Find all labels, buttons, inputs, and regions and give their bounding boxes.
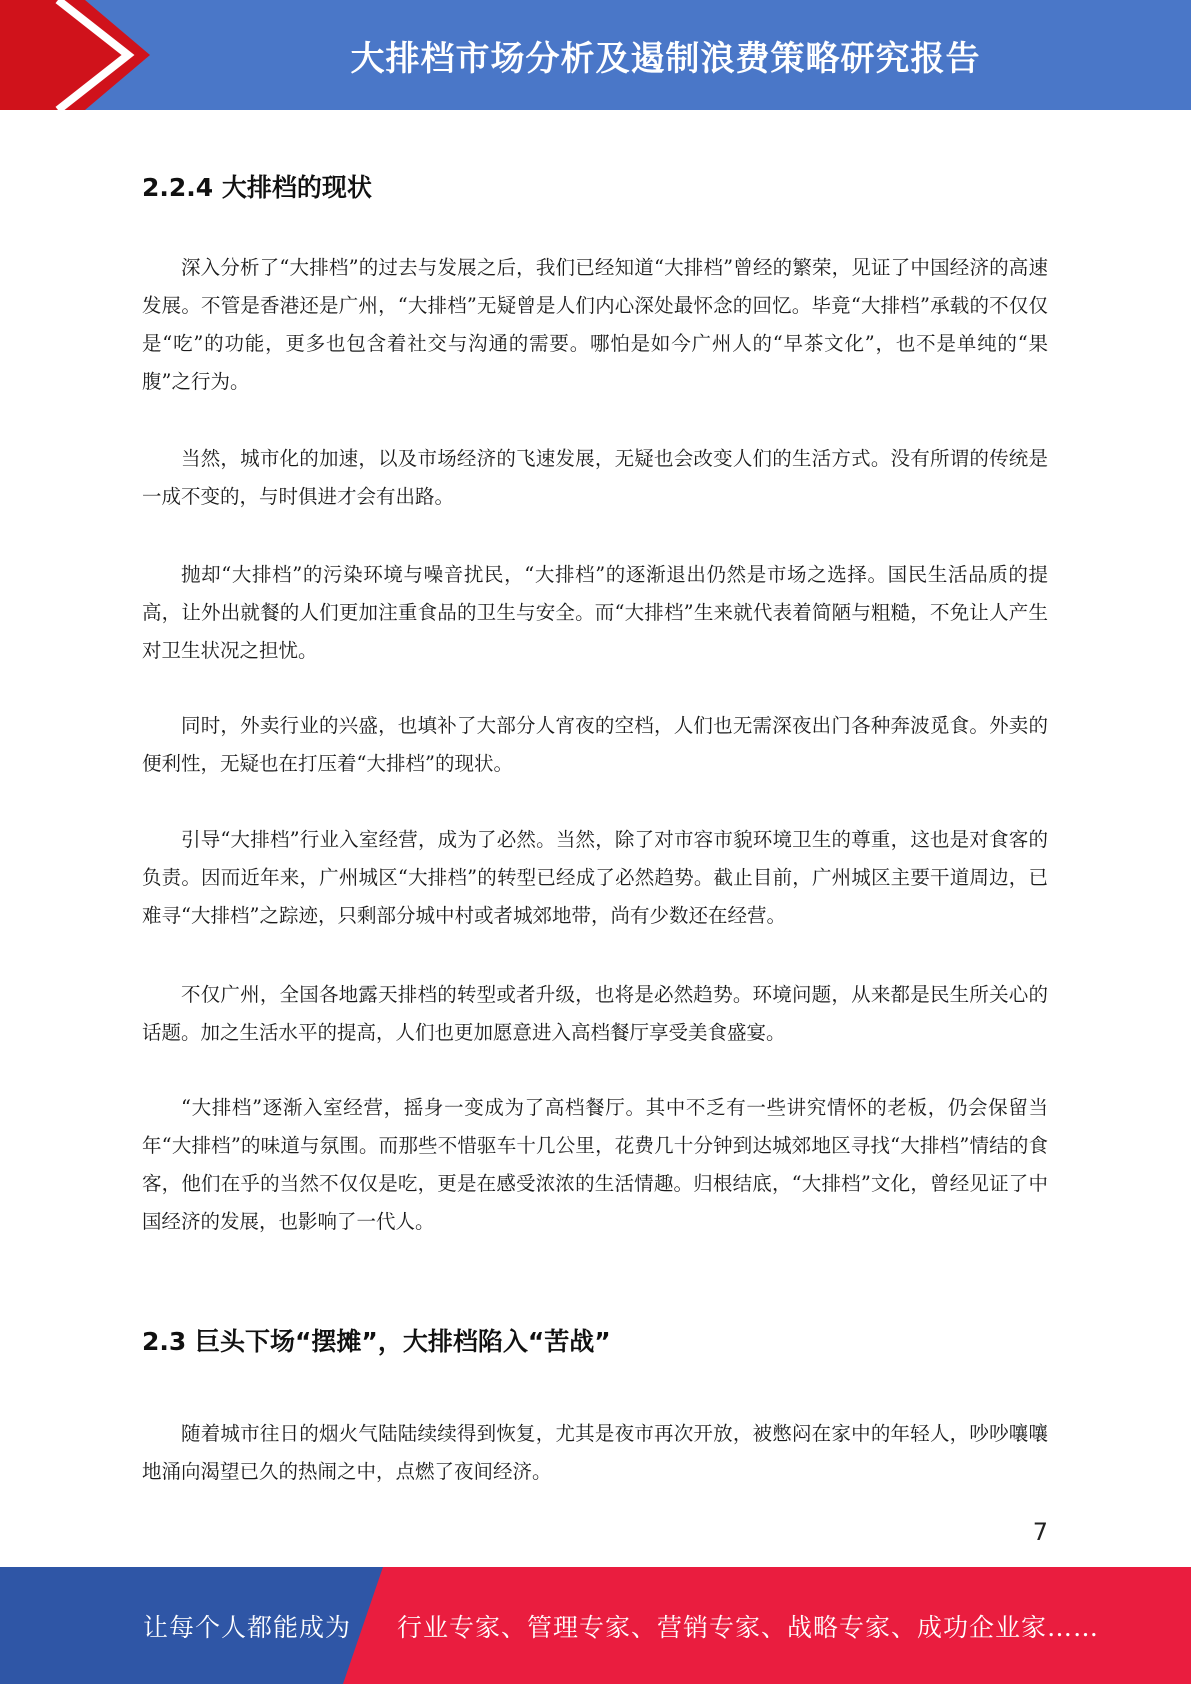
section-heading: 2.3 巨头下场“摆摊”，大排档陷入“苦战” — [142, 1327, 611, 1356]
section-heading: 2.2.4 大排档的现状 — [142, 173, 372, 202]
header-chevron-icon — [0, 0, 150, 110]
footer-slogan-right: 行业专家、管理专家、营销专家、战略专家、成功企业家…… — [397, 1612, 1100, 1642]
paragraph: 当然，城市化的加速，以及市场经济的飞速发展，无疑也会改变人们的生活方式。没有所谓的传统是一成不变的，与时俱进才会有出路。 — [142, 447, 1048, 508]
footer-slogan-left: 让每个人都能成为 — [143, 1612, 352, 1642]
paragraph: 深入分析了“大排档”的过去与发展之后，我们已经知道“大排档”曾经的繁荣，见证了中国经济的高速发展。不管是香港还是广州，“大排档”无疑曾是人们内心深处最怀念的回忆。毕竟“大排档”承载的不仅仅是“吃”的功能，更多也包含着社交与沟通的需要。哪怕是如今广州人的“早茶文化”，也不是单纯的“果腹”之行为。 — [142, 256, 1048, 393]
page-footer — [0, 1567, 1191, 1684]
paragraph: 引导“大排档”行业入室经营，成为了必然。当然，除了对市容市貌环境卫生的尊重，这也是对食客的负责。因而近年来，广州城区“大排档”的转型已经成了必然趋势。截止目前，广州城区主要干道周边，已难寻“大排档”之踪迹，只剩部分城中村或者城郊地带，尚有少数还在经营。 — [142, 828, 1048, 927]
paragraph: 不仅广州，全国各地露天排档的转型或者升级，也将是必然趋势。环境问题，从来都是民生所关心的话题。加之生活水平的提高，人们也更加愿意进入高档餐厅享受美食盛宴。 — [142, 983, 1048, 1044]
paragraph: 同时，外卖行业的兴盛，也填补了大部分人宵夜的空档，人们也无需深夜出门各种奔波觅食。外卖的便利性，无疑也在打压着“大排档”的现状。 — [142, 714, 1048, 775]
paragraph: 抛却“大排档”的污染环境与噪音扰民，“大排档”的逐渐退出仍然是市场之选择。国民生活品质的提高，让外出就餐的人们更加注重食品的卫生与安全。而“大排档”生来就代表着简陋与粗糙，不免让人产生对卫生状况之担忧。 — [142, 563, 1048, 662]
paragraph: “大排档”逐渐入室经营，摇身一变成为了高档餐厅。其中不乏有一些讲究情怀的老板，仍会保留当年“大排档”的味道与氛围。而那些不惜驱车十几公里，花费几十分钟到达城郊地区寻找“大排档”情结的食客，他们在乎的当然不仅仅是吃，更是在感受浓浓的生活情趣。归根结底，“大排档”文化，曾经见证了中国经济的发展，也影响了一代人。 — [142, 1096, 1048, 1233]
report-title: 大排档市场分析及遏制浪费策略研究报告 — [350, 38, 981, 79]
page-header — [0, 0, 1191, 110]
paragraph: 随着城市往日的烟火气陆陆续续得到恢复，尤其是夜市再次开放，被憋闷在家中的年轻人，吵吵嚷嚷地涌向渴望已久的热闹之中，点燃了夜间经济。 — [142, 1422, 1048, 1483]
page-number: 7 — [1032, 1518, 1048, 1546]
